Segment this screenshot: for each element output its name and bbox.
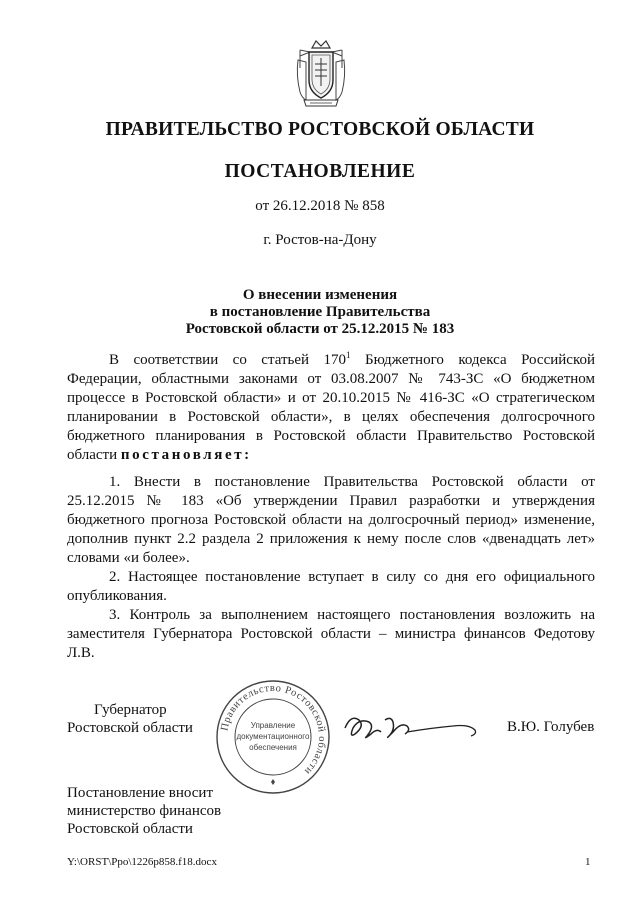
seal-center-line-3: обеспечения (249, 743, 297, 752)
preamble-paragraph (67, 351, 595, 465)
decree-item-1: 1. Внести в постановление Правительства Ростовской области от 25.12.2015 № 183 «Об утверждении Правил разработки и утверждения бюджетного прогноза Ростовской области на долгосрочный период» изменение, дополнив пункт 2.2 раздела 2 приложения к нему после слов «двенадцать лет» словами «и более». (67, 474, 595, 566)
footer-file-path: Y:\ORST\Ppo\1226p858.f18.docx (67, 856, 217, 868)
introducer-line-2: министерство финансов (67, 803, 222, 819)
handwritten-signature (341, 706, 481, 746)
seal-center-line-2: документационного (236, 732, 310, 741)
signatory-title-line-2: Ростовской области (67, 720, 193, 736)
document-city: г. Ростов-на-Дону (263, 232, 377, 248)
document-type-title: ПОСТАНОВЛЕНИЕ (224, 161, 416, 182)
introducer-line-3: Ростовской области (67, 821, 193, 837)
preamble-text-b: Бюджетного кодекса Российской Федерации, областными законами от 03.08.2007 № 743-ЗС «О бюджетном процессе в Ростовской области» и от 20.10.2015 № 416-ЗС «О стратегическом планировании в Ростовской области», в целях обеспечения долгосрочного бюджетного планирования в Ростовской области Правительство Ростовской области (67, 352, 595, 463)
signatory-name: В.Ю. Голубев (507, 719, 595, 735)
document-subject (0, 287, 640, 338)
document-date-number: от 26.12.2018 № 858 (255, 198, 385, 214)
official-seal-stamp (214, 678, 332, 796)
decree-word: постановляет: (120, 447, 252, 463)
decree-items-block (67, 473, 595, 663)
subject-line-3: Ростовской области от 25.12.2015 № 183 (185, 321, 455, 337)
signatory-title-line-1: Губернатор (94, 702, 167, 718)
preamble-block (67, 351, 595, 465)
introducer-block (67, 784, 221, 838)
government-title: ПРАВИТЕЛЬСТВО РОСТОВСКОЙ ОБЛАСТИ (105, 119, 535, 140)
preamble-text-a: В соответствии со статьей 170 (109, 352, 347, 368)
subject-line-1: О внесении изменения (242, 287, 398, 303)
decree-item-3: 3. Контроль за выполнением настоящего постановления возложить на заместителя Губернатора Ростовской области – министра финансов Федотову Л.В. (67, 607, 595, 661)
preamble-superscript: 1 (346, 350, 351, 360)
subject-line-2: в постановление Правительства (209, 304, 431, 320)
seal-star-icon (271, 779, 275, 785)
seal-ring-text: Правительство Ростовской области (219, 682, 328, 777)
page-number: 1 (585, 856, 591, 868)
coat-of-arms-emblem (292, 38, 350, 110)
introducer-line-1: Постановление вносит (67, 785, 214, 801)
decree-item-2: 2. Настоящее постановление вступает в силу со дня его официального опубликования. (67, 569, 595, 604)
seal-center-line-1: Управление (250, 721, 296, 730)
signatory-title (67, 701, 193, 737)
